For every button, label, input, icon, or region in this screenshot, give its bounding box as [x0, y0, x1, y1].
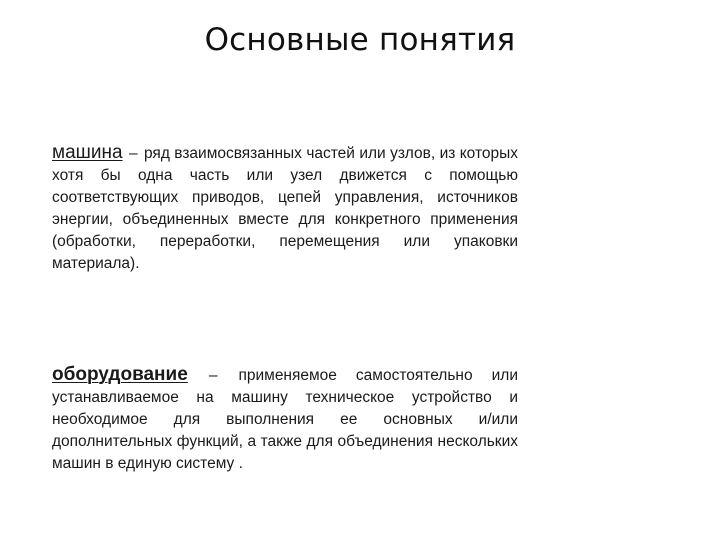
definition-machine-text: ряд взаимосвязанных частей или узлов, из которых хотя бы одна часть или узел движется с помощью соответствующих приводов, цепей управления, источников энергии, объединенных вместе для конкретного применения (обработки, переработки, перемещения или упаковки материала).	[52, 145, 519, 272]
slide-title: Основные понятия	[204, 22, 516, 58]
definition-machine	[52, 142, 518, 275]
definition-dash: –	[128, 145, 138, 162]
definition-dash: –	[208, 367, 218, 384]
term-equipment: оборудование	[52, 364, 188, 385]
definition-equipment	[52, 364, 518, 475]
definition-equipment-text: применяемое самостоятельно или устанавливаемое на машину техническое устройство и необходимое для выполнения ее основных и/или дополнительных функций, а также для объединения нескольких машин в единую систему .	[52, 367, 518, 472]
term-machine: машина	[52, 142, 123, 163]
